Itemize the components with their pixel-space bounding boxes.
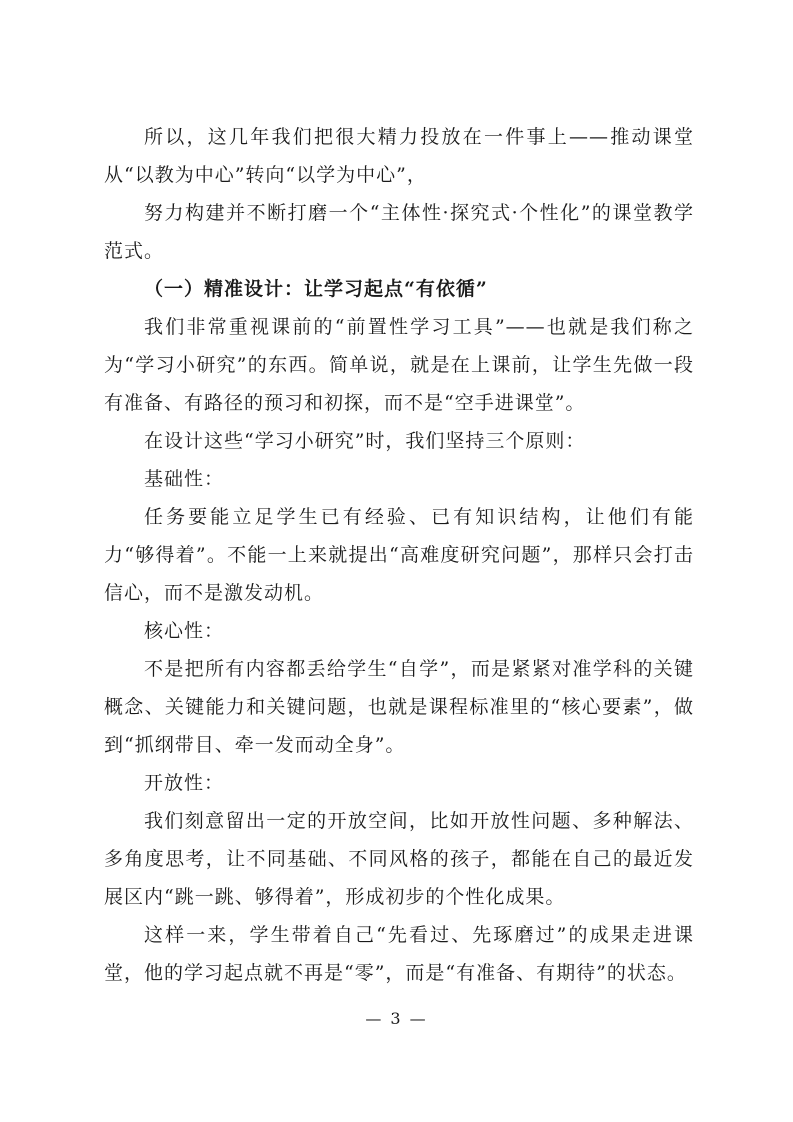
- principle-core-label: 核心性：: [144, 620, 225, 642]
- paragraph-principles: 在设计这些“学习小研究”时，我们坚持三个原则：: [144, 430, 586, 452]
- principle-core-text: 不是把所有内容都丢给学生“自学”，而是紧紧对准学科的关键概念、关键能力和关键问题，也就是课程标准里的“核心要素”，做到“抓纲带目、牵一发而动全身”。: [104, 658, 694, 756]
- paragraph-preview-tool: 我们非常重视课前的“前置性学习工具”——也就是我们称之为“学习小研究”的东西。简单说，就是在上课前，让学生先做一段有准备、有路径的预习和初探，而不是“空手进课堂”。: [104, 316, 694, 414]
- page-number: — 3 —: [365, 1009, 428, 1028]
- paragraph-paradigm: 努力构建并不断打磨一个“主体性·探究式·个性化”的课堂教学范式。: [104, 202, 694, 262]
- document-body: [104, 118, 694, 992]
- paragraph-intro: 所以，这几年我们把很大精力投放在一件事上——推动课堂从“以教为中心”转向“以学为中心”，: [104, 126, 694, 186]
- paragraph-conclusion: 这样一来，学生带着自己“先看过、先琢磨过”的成果走进课堂，他的学习起点就不再是“零”，而是“有准备、有期待”的状态。: [104, 924, 694, 984]
- principle-basic-label: 基础性：: [144, 468, 225, 490]
- principle-basic-text: 任务要能立足学生已有经验、已有知识结构，让他们有能力“够得着”。不能一上来就提出“高难度研究问题”，那样只会打击信心，而不是激发动机。: [104, 506, 694, 604]
- principle-open-text: 我们刻意留出一定的开放空间，比如开放性问题、多种解法、多角度思考，让不同基础、不同风格的孩子，都能在自己的最近发展区内“跳一跳、够得着”，形成初步的个性化成果。: [104, 810, 694, 908]
- section-heading: （一）精准设计：让学习起点“有依循”: [144, 278, 488, 300]
- principle-open-label: 开放性：: [144, 772, 225, 794]
